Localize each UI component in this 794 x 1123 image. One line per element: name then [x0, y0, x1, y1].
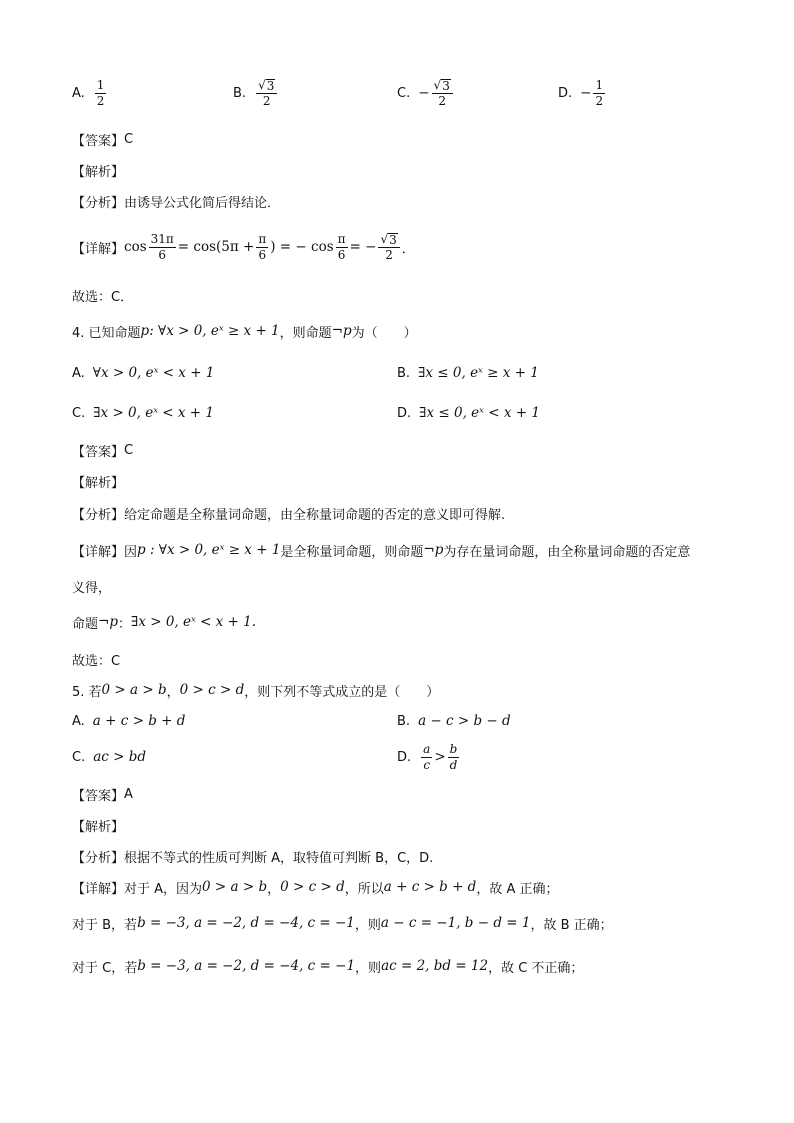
- q4-option-a: A. ∀x > 0, eˣ < x + 1: [72, 365, 215, 381]
- q3-answer: 【答案】 C: [72, 131, 134, 149]
- fraction: $\frac{\pi}{6}$: [258, 231, 267, 262]
- q4-options-cd: [0, 400, 794, 426]
- q4-guxuan: 故选：C: [72, 653, 121, 669]
- q5-case-b: 对于 B，若 b = −3, a = −2, d = −4, c = −1 ，则 a − c = −1, b − d = 1 ，故 B 正确；: [72, 915, 613, 933]
- fraction: $\frac{1}{2}$: [595, 77, 604, 108]
- fraction: $\frac{31\pi}{6}$: [150, 231, 174, 262]
- q3-jiexi: 【解析】: [72, 164, 125, 180]
- q5-xiangjie: 【详解】 对于 A，因为 0 > a > b ， 0 > c > d ，所以 a + c > b + d ，故 A 正确；: [72, 879, 559, 897]
- q4-answer: 【答案】 C: [72, 442, 134, 460]
- q4-options-ab: [0, 360, 794, 386]
- q4-fenxi: 【分析】 给定命题是全称量词命题，由全称量词命题的否定的意义即可得解.: [72, 507, 506, 523]
- q4-option-d: D. ∃x ≤ 0, eˣ < x + 1: [397, 405, 540, 421]
- q4-xiangjie: 【详解】 因 p : ∀x > 0, eˣ ≥ x + 1 是全称量词命题，则命题 ¬p 为存在量词命题，由全称量词命题的否定意: [72, 542, 691, 560]
- q3-options: [0, 77, 794, 108]
- q3-option-c: C. − √ 3 2: [397, 80, 455, 106]
- sqrt: √ 3: [380, 231, 397, 247]
- fraction: √ 3 2: [432, 79, 453, 108]
- q5-fenxi: 【分析】 根据不等式的性质可判断 A，取特值可判断 B，C，D.: [72, 850, 434, 866]
- q4-option-b: B. ∃x ≤ 0, eˣ ≥ x + 1: [397, 365, 539, 381]
- q5-case-c: 对于 C，若 b = −3, a = −2, d = −4, c = −1 ，则 ac = 2, bd = 12 ，故 C 不正确；: [72, 958, 584, 976]
- fraction: √ 3 2: [378, 233, 399, 262]
- q5-option-b: B. a − c > b − d: [397, 713, 511, 729]
- sqrt: √ 3: [258, 77, 275, 93]
- q3-fenxi: 【分析】 由诱导公式化简后得结论．: [72, 195, 281, 211]
- q5-option-a: A. a + c > b + d: [72, 713, 186, 729]
- q3-guxuan: 故选：C．: [72, 289, 134, 305]
- q4-option-c: C. ∃x > 0, eˣ < x + 1: [72, 405, 214, 421]
- fraction: $\frac{1}{2}$: [96, 77, 105, 108]
- q3-option-b: B. √ 3 2: [233, 80, 279, 106]
- q4-stem: 4. 已知命题 p : ∀x > 0, eˣ ≥ x + 1 ，则命题 ¬p 为（ ）: [72, 323, 417, 341]
- q5-options-cd: [0, 741, 794, 772]
- q4-conclusion: 命题 ¬p ： ∃x > 0, eˣ < x + 1.: [72, 614, 257, 632]
- sqrt: √ 3: [433, 77, 450, 93]
- fraction: $\frac{\pi}{6}$: [337, 231, 346, 262]
- q5-stem: 5. 若 0 > a > b ， 0 > c > d ，则下列不等式成立的是（ ）: [72, 682, 440, 700]
- q4-jiexi: 【解析】: [72, 475, 125, 491]
- fraction: √ 3 2: [256, 79, 277, 108]
- q3-option-a: A. $\frac{1}{2}$: [72, 77, 105, 108]
- q5-option-c: C. ac > bd: [72, 749, 147, 765]
- fraction: $\frac{a}{c}$: [423, 741, 431, 772]
- q5-answer: 【答案】 A: [72, 786, 133, 804]
- q5-options-ab: [0, 708, 794, 734]
- q4-xiangjie-line2: 义得，: [72, 580, 112, 596]
- fraction: $\frac{b}{d}$: [449, 741, 458, 772]
- q5-option-d: D. $\frac{a}{c}$ > $\frac{b}{d}$: [397, 741, 458, 772]
- q5-jiexi: 【解析】: [72, 819, 125, 835]
- q3-option-d: D. − $\frac{1}{2}$: [558, 77, 604, 108]
- q3-xiangjie: 【详解】 cos $\frac{31\pi}{6}$ = cos(5π + $\frac{\pi}{6}$ ) = − cos $\frac{\pi}{6}$ = − √ 3 2 ．: [72, 231, 415, 262]
